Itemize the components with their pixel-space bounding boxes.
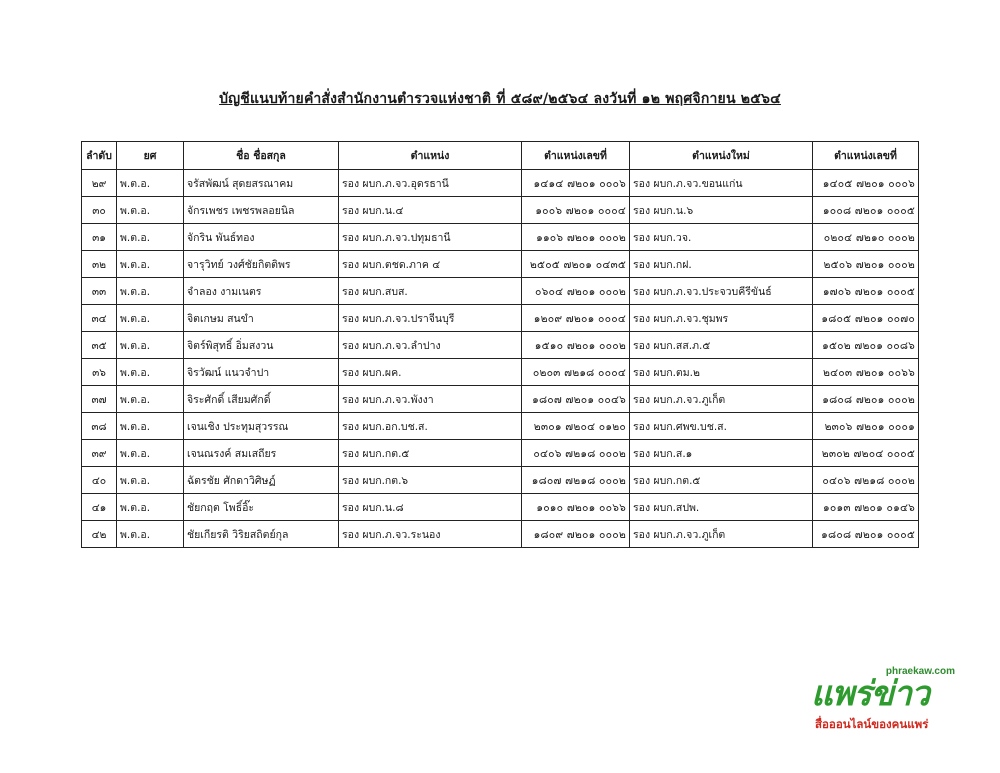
cell-order: ๓๑	[82, 224, 117, 251]
cell-new-position: รอง ผบก.ส.๑	[630, 440, 813, 467]
cell-position-code: ๑๔๑๔ ๗๒๐๑ ๐๐๐๖	[522, 170, 630, 197]
cell-order: ๔๐	[82, 467, 117, 494]
header-position-code: ตำแหน่งเลขที่	[522, 142, 630, 170]
cell-position: รอง ผบก.ตชด.ภาค ๔	[339, 251, 522, 278]
cell-new-position: รอง ผบก.สส.ภ.๕	[630, 332, 813, 359]
cell-new-position: รอง ผบก.ภ.จว.ประจวบคีรีขันธ์	[630, 278, 813, 305]
cell-position: รอง ผบก.น.๘	[339, 494, 522, 521]
cell-position: รอง ผบก.ภ.จว.ลำปาง	[339, 332, 522, 359]
cell-name: จักรเพชร เพชรพลอยนิล	[184, 197, 339, 224]
cell-rank: พ.ต.อ.	[117, 467, 184, 494]
cell-new-position-code: ๐๔๐๖ ๗๒๑๘ ๐๐๐๒	[813, 467, 919, 494]
cell-rank: พ.ต.อ.	[117, 278, 184, 305]
logo-url: phraekaw.com	[885, 666, 955, 677]
cell-position-code: ๑๒๐๙ ๗๒๐๑ ๐๐๐๔	[522, 305, 630, 332]
cell-new-position-code: ๑๔๐๕ ๗๒๐๑ ๐๐๐๖	[813, 170, 919, 197]
header-new-position: ตำแหน่งใหม่	[630, 142, 813, 170]
cell-rank: พ.ต.อ.	[117, 440, 184, 467]
cell-new-position-code: ๑๘๐๘ ๗๒๐๑ ๐๐๐๕	[813, 521, 919, 548]
cell-name: จิระศักดิ์ เสียมศักดิ์	[184, 386, 339, 413]
cell-position-code: ๐๔๐๖ ๗๒๑๘ ๐๐๐๒	[522, 440, 630, 467]
logo-brand: แพร่ข่าว	[811, 674, 930, 714]
cell-position-code: ๐๖๐๔ ๗๒๐๑ ๐๐๐๒	[522, 278, 630, 305]
table-row	[82, 521, 919, 548]
cell-new-position-code: ๒๔๐๓ ๗๒๐๑ ๐๐๖๖	[813, 359, 919, 386]
cell-new-position-code: ๑๘๐๕ ๗๒๐๑ ๐๐๗๐	[813, 305, 919, 332]
cell-position-code: ๒๓๐๑ ๗๒๐๔ ๐๑๒๐	[522, 413, 630, 440]
cell-position: รอง ผบก.ผค.	[339, 359, 522, 386]
cell-order: ๔๒	[82, 521, 117, 548]
cell-order: ๓๓	[82, 278, 117, 305]
cell-new-position: รอง ผบก.ตม.๒	[630, 359, 813, 386]
cell-position: รอง ผบก.อก.บช.ส.	[339, 413, 522, 440]
cell-position-code: ๑๘๐๙ ๗๒๐๑ ๐๐๐๒	[522, 521, 630, 548]
cell-new-position: รอง ผบก.ศพข.บช.ส.	[630, 413, 813, 440]
table-row	[82, 494, 919, 521]
logo-tagline: สื่อออนไลน์ของคนแพร่	[815, 717, 929, 731]
cell-name: จำลอง งามเนตร	[184, 278, 339, 305]
watermark-logo	[803, 666, 973, 736]
cell-position-code: ๑๕๑๐ ๗๒๐๑ ๐๐๐๒	[522, 332, 630, 359]
cell-rank: พ.ต.อ.	[117, 359, 184, 386]
cell-name: เจนณรงค์ สมเสถียร	[184, 440, 339, 467]
header-name: ชื่อ ชื่อสกุล	[184, 142, 339, 170]
cell-rank: พ.ต.อ.	[117, 494, 184, 521]
cell-rank: พ.ต.อ.	[117, 305, 184, 332]
cell-new-position: รอง ผบก.สปพ.	[630, 494, 813, 521]
cell-new-position-code: ๑๗๐๖ ๗๒๐๑ ๐๐๐๕	[813, 278, 919, 305]
cell-order: ๒๙	[82, 170, 117, 197]
table-row	[82, 332, 919, 359]
table-row	[82, 467, 919, 494]
table-row	[82, 386, 919, 413]
cell-new-position-code: ๐๒๐๔ ๗๒๑๐ ๐๐๐๒	[813, 224, 919, 251]
header-position: ตำแหน่ง	[339, 142, 522, 170]
cell-new-position: รอง ผบก.กต.๕	[630, 467, 813, 494]
cell-new-position: รอง ผบก.กฝ.	[630, 251, 813, 278]
header-rank: ยศ	[117, 142, 184, 170]
table-header-row	[82, 142, 919, 170]
table-row	[82, 197, 919, 224]
cell-position: รอง ผบก.ภ.จว.พังงา	[339, 386, 522, 413]
cell-position-code: ๑๘๐๗ ๗๒๑๘ ๐๐๐๒	[522, 467, 630, 494]
header-order: ลำดับ	[82, 142, 117, 170]
cell-position: รอง ผบก.สบส.	[339, 278, 522, 305]
table-body	[82, 170, 919, 548]
cell-new-position: รอง ผบก.ภ.จว.ภูเก็ต	[630, 386, 813, 413]
cell-new-position-code: ๑๐๐๘ ๗๒๐๑ ๐๐๐๕	[813, 197, 919, 224]
header-new-position-code: ตำแหน่งเลขที่	[813, 142, 919, 170]
table-row	[82, 440, 919, 467]
cell-rank: พ.ต.อ.	[117, 251, 184, 278]
cell-position-code: ๑๐๐๖ ๗๒๐๑ ๐๐๐๔	[522, 197, 630, 224]
cell-position-code: ๑๘๐๗ ๗๒๐๑ ๐๐๔๖	[522, 386, 630, 413]
table-row	[82, 224, 919, 251]
cell-name: จักริน พันธ์ทอง	[184, 224, 339, 251]
cell-position: รอง ผบก.ภ.จว.ปทุมธานี	[339, 224, 522, 251]
cell-name: เจนเชิง ประทุมสุวรรณ	[184, 413, 339, 440]
cell-rank: พ.ต.อ.	[117, 521, 184, 548]
cell-new-position-code: ๑๘๐๘ ๗๒๐๑ ๐๐๐๒	[813, 386, 919, 413]
cell-new-position-code: ๒๕๐๖ ๗๒๐๑ ๐๐๐๒	[813, 251, 919, 278]
cell-name: จิรวัฒน์ แนวจำปา	[184, 359, 339, 386]
cell-rank: พ.ต.อ.	[117, 386, 184, 413]
cell-new-position-code: ๒๓๐๖ ๗๒๐๑ ๐๐๐๑	[813, 413, 919, 440]
cell-position-code: ๒๕๐๕ ๗๒๐๑ ๐๔๓๕	[522, 251, 630, 278]
table-row	[82, 359, 919, 386]
cell-position-code: ๑๐๑๐ ๗๒๐๑ ๐๐๖๖	[522, 494, 630, 521]
cell-new-position: รอง ผบก.น.๖	[630, 197, 813, 224]
cell-name: จิตเกษม สนขำ	[184, 305, 339, 332]
cell-rank: พ.ต.อ.	[117, 413, 184, 440]
cell-position-code: ๐๒๐๓ ๗๒๑๘ ๐๐๐๔	[522, 359, 630, 386]
cell-position: รอง ผบก.น.๔	[339, 197, 522, 224]
cell-rank: พ.ต.อ.	[117, 332, 184, 359]
cell-rank: พ.ต.อ.	[117, 224, 184, 251]
cell-position: รอง ผบก.กต.๖	[339, 467, 522, 494]
cell-position: รอง ผบก.ภ.จว.อุดรธานี	[339, 170, 522, 197]
roster-table	[81, 141, 919, 548]
cell-order: ๓๔	[82, 305, 117, 332]
cell-name: ชัยกฤต โพธิ์อิ๊ะ	[184, 494, 339, 521]
table-row	[82, 305, 919, 332]
cell-name: ฉัตรชัย ศักดาวิศิษฏ์	[184, 467, 339, 494]
cell-position-code: ๑๑๐๖ ๗๒๐๑ ๐๐๐๒	[522, 224, 630, 251]
cell-name: จิตร์พิสุทธิ์ อิ่มสงวน	[184, 332, 339, 359]
cell-position: รอง ผบก.กต.๕	[339, 440, 522, 467]
cell-name: ชัยเกียรติ วิริยสถิตย์กุล	[184, 521, 339, 548]
table-row	[82, 170, 919, 197]
cell-order: ๓๐	[82, 197, 117, 224]
cell-position: รอง ผบก.ภ.จว.ระนอง	[339, 521, 522, 548]
cell-name: จรัสพัฒน์ สุดยสรณาคม	[184, 170, 339, 197]
cell-new-position: รอง ผบก.วจ.	[630, 224, 813, 251]
cell-rank: พ.ต.อ.	[117, 170, 184, 197]
cell-new-position-code: ๑๕๐๒ ๗๒๐๑ ๐๐๘๖	[813, 332, 919, 359]
cell-order: ๓๗	[82, 386, 117, 413]
table-row	[82, 278, 919, 305]
table-row	[82, 251, 919, 278]
cell-order: ๔๑	[82, 494, 117, 521]
cell-name: จารุวิทย์ วงศ์ชัยกิตติพร	[184, 251, 339, 278]
cell-order: ๓๖	[82, 359, 117, 386]
cell-new-position: รอง ผบก.ภ.จว.ชุมพร	[630, 305, 813, 332]
cell-new-position: รอง ผบก.ภ.จว.ขอนแก่น	[630, 170, 813, 197]
cell-position: รอง ผบก.ภ.จว.ปราจีนบุรี	[339, 305, 522, 332]
cell-order: ๓๘	[82, 413, 117, 440]
cell-new-position: รอง ผบก.ภ.จว.ภูเก็ต	[630, 521, 813, 548]
cell-order: ๓๕	[82, 332, 117, 359]
table-row	[82, 413, 919, 440]
page-title: บัญชีแนบท้ายคำสั่งสำนักงานตำรวจแห่งชาติ ที่ ๕๘๙/๒๕๖๔ ลงวันที่ ๑๒ พฤศจิกายน ๒๕๖๔	[219, 91, 781, 107]
cell-new-position-code: ๒๓๐๒ ๗๒๐๔ ๐๐๐๕	[813, 440, 919, 467]
cell-rank: พ.ต.อ.	[117, 197, 184, 224]
cell-order: ๓๙	[82, 440, 117, 467]
cell-order: ๓๒	[82, 251, 117, 278]
cell-new-position-code: ๑๐๑๓ ๗๒๐๑ ๐๑๔๖	[813, 494, 919, 521]
